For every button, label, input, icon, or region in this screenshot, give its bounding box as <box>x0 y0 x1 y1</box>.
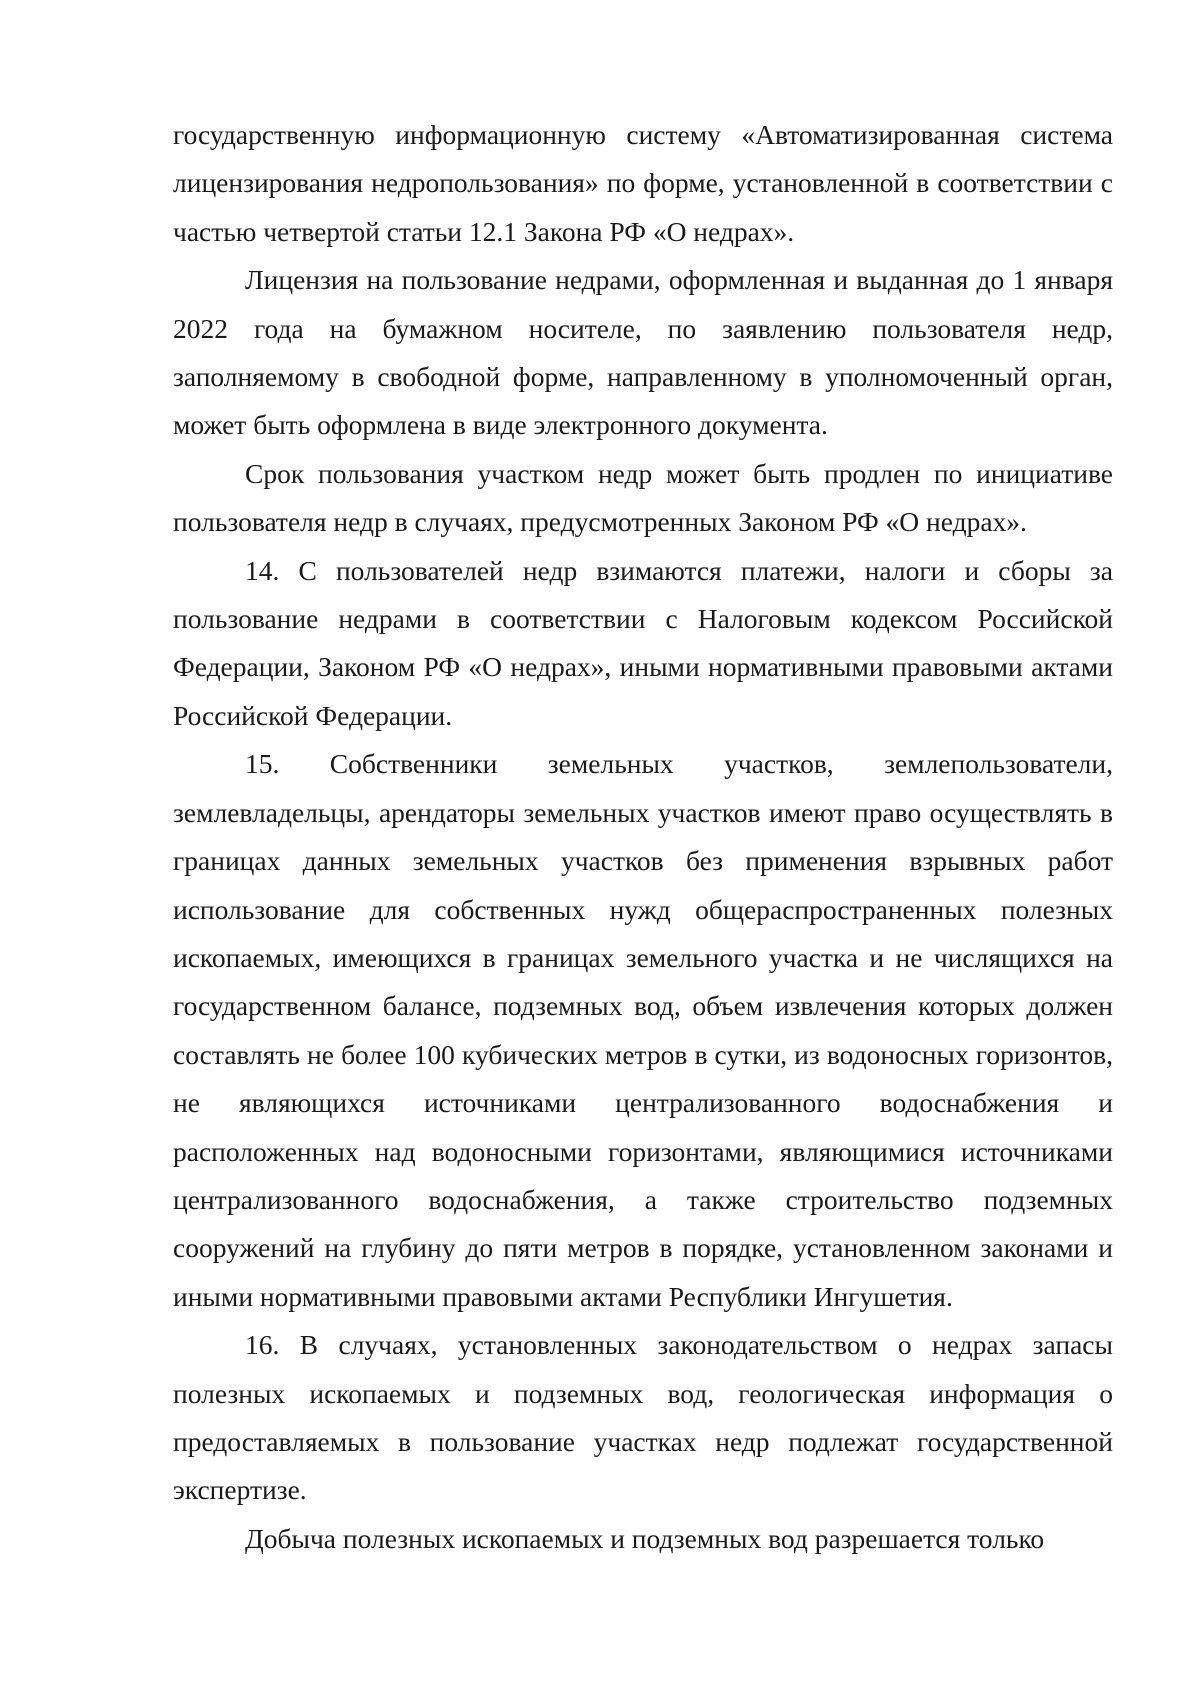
paragraph-continuation: государственную информационную систему «Автоматизированная система лицензирования недропользования» по форме, установленной в соответствии с частью четвертой статьи 12.1 Закона РФ «О недрах». <box>173 119 1113 247</box>
paragraph-term-extension: Срок пользования участком недр может быть продлен по инициативе пользователя недр в случаях, предусмотренных Законом РФ «О недрах». <box>173 457 1113 538</box>
paragraph-item-15: 15. Собственники земельных участков, землепользователи, землевладельцы, арендаторы земельных участков имеют право осуществлять в границах данных земельных участков без применения взрывных работ использование для собственных нужд общераспространенных полезных ископаемых, имеющихся в границах земельного участка и не числящихся на государственном балансе, подземных вод, объем извлечения которых должен составлять не более 100 кубических метров в сутки, из водоносных горизонтов, не являющихся источниками централизованного водоснабжения и расположенных над водоносными горизонтами, являющимися источниками централизованного водоснабжения, а также строительство подземных сооружений на глубину до пяти метров в порядке, установленном законами и иными нормативными правовыми актами Республики Ингушетия. <box>173 748 1113 1312</box>
paragraph-extraction: Добыча полезных ископаемых и подземных вод разрешается только <box>245 1522 1045 1554</box>
paragraph-license-electronic: Лицензия на пользование недрами, оформленная и выданная до 1 января 2022 года на бумажном носителе, по заявлению пользователя недр, заполняемому в свободной форме, направленному в уполномоченный орган, может быть оформлена в виде электронного документа. <box>173 264 1113 441</box>
paragraph-item-16: 16. В случаях, установленных законодательством о недрах запасы полезных ископаемых и подземных вод, геологическая информация о предоставляемых в пользование участках недр подлежат государственной экспертизе. <box>173 1329 1113 1506</box>
document-body <box>173 111 1113 1563</box>
paragraph-item-14: 14. С пользователей недр взимаются платежи, налоги и сборы за пользование недрами в соответствии с Налоговым кодексом Российской Федерации, Законом РФ «О недрах», иными нормативными правовыми актами Российской Федерации. <box>173 554 1113 731</box>
